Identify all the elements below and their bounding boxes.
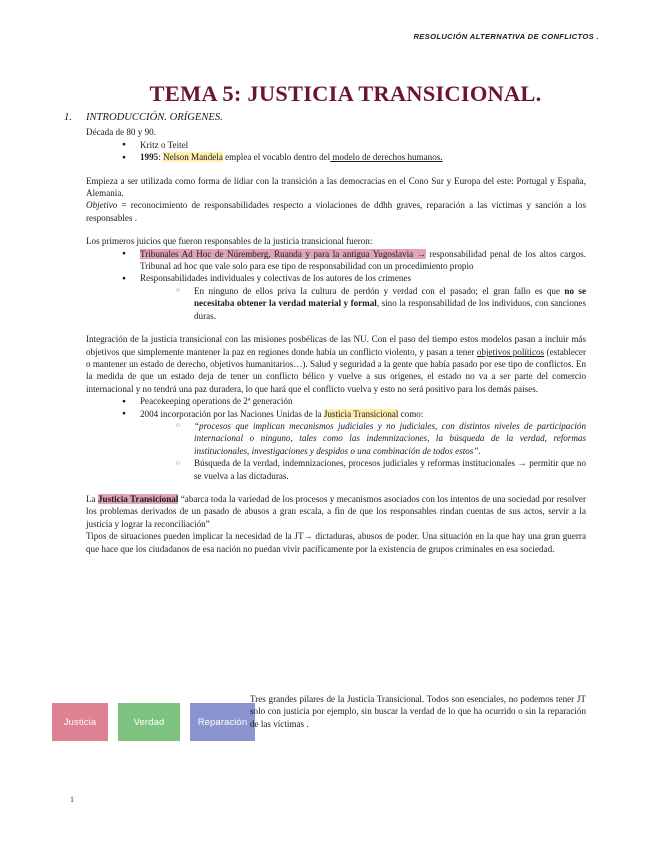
pillar-verdad-label: Verdad — [133, 716, 165, 728]
underline-objetivos-politicos: objetivos políticos — [476, 346, 545, 357]
list-item-1995 — [122, 151, 586, 163]
paragraph-decada: Década de 80 y 90. — [86, 127, 156, 138]
paragraph-integracion — [86, 333, 586, 395]
highlight-justicia-transicional-definicion: Justicia Transicional — [97, 493, 179, 504]
text-1995-mid: emplea el vocablo dentro del — [222, 152, 331, 163]
list-item-responsabilidades — [122, 272, 586, 322]
pillar-reparacion-label: Reparación — [197, 716, 248, 728]
highlight-nelson-mandela: Nelson Mandela — [163, 152, 223, 163]
page-title: TEMA 5: JUSTICIA TRANSICIONAL. — [149, 81, 542, 107]
highlight-justicia-transicional: Justicia Transicional — [323, 408, 399, 419]
pillar-verdad — [118, 703, 180, 741]
objetivo-text: = reconocimiento de responsabilidades respecto a violaciones de ddhh graves, reparación a las víctimas y sanción a los responsables . — [86, 200, 586, 223]
highlight-tribunales-ad-hoc: Tribunales Ad Hoc de Núremberg, Ruanda y para la antigua Yugoslavia → — [140, 248, 426, 259]
pillars-group — [52, 703, 255, 741]
sublist-2004 — [140, 420, 586, 482]
running-head: RESOLUCIÓN ALTERNATIVA DE CONFLICTOS . — [413, 32, 599, 41]
underline-modelo-derechos-humanos: modelo de derechos humanos. — [330, 152, 443, 163]
pillar-reparacion — [190, 703, 255, 741]
list-item-2004 — [122, 408, 586, 482]
integracion-text-a: Integración de la justicia transicional con las misiones posbélicas de las NU. Con el paso del tiempo estos modelos pasan a incluir más objetivos que simplemente mantener la paz en regiones donde había un conflicto violento, y pasan a tener — [86, 334, 586, 357]
bold-verdad-material-formal: no se necesitaba obtener la verdad material y formal — [194, 285, 586, 309]
ninguno-text-b: , sino la responsabilidad de los individuos, con sanciones duras. — [194, 298, 586, 321]
section-heading — [64, 112, 586, 124]
list-item-kritz — [122, 139, 586, 151]
sublist-item-busqueda: ○ Búsqueda de la verdad, indemnizaciones, procesos judiciales y reformas institucionales → permitir que no se vuelva a las dictaduras. — [176, 457, 586, 482]
list-item-peacekeeping — [122, 395, 586, 407]
integracion-text-b: (establecer o mantener un estado de derecho, objetivos humanitarios…). Salud y seguridad a la gente que había pasado por ese tipo de conflictos. En la medida de que un estado deja de tener un conflicto bélico y vuelve a sus orígenes, el estado no va a ser parte del comercio internacional y no tendrá una paz duradera, lo que hará que el conflicto vuelva y esto no será positivo para los demás países. — [86, 346, 586, 394]
paragraph-empieza: Empieza a ser utilizada como forma de lidiar con la transición a las democracias en el Cono Sur y Europa del este: Portugal y España, Alemania. — [86, 175, 586, 199]
kritz-text: Kritz o Teitel — [140, 139, 189, 150]
la-jt-text-b: “abarca toda la variedad de los procesos y mecanismos asociados con los intentos de una sociedad por resolver los problemas derivados de un pasado de abusos a gran escala, a fin de que los responsables rindan cuentas de sus actos, servir a la justicia y lograr la reconciliación” — [86, 493, 586, 529]
sublist-responsabilidades — [140, 285, 586, 322]
page-number: 1 — [70, 795, 74, 804]
paragraph-primeros-juicios: Los primeros juicios que fueron responsables de la justicia transicional fueron: — [86, 236, 373, 247]
pillars-description: Tres grandes pilares de la Justicia Transicional. Todos son esenciales, no podemos tener JT solo con justicia por ejemplo, sin buscar la verdad de lo que ha ocurrido o sin la reparación de las víctimas . — [250, 694, 586, 729]
list-juicios — [86, 248, 586, 322]
text-2004-a: 2004 incorporación por las Naciones Unidas de la — [140, 408, 324, 419]
list-peacekeeping — [86, 395, 586, 482]
section-number: 1. — [64, 112, 72, 123]
ninguno-text-a: En ninguno de ellos priva la cultura de perdón y verdad con el pasado; el gran fallo es que — [194, 285, 565, 296]
paragraph-objetivo — [86, 199, 586, 224]
document-body — [64, 112, 586, 555]
la-jt-text-a: La — [86, 493, 98, 504]
sublist-item-ninguno — [176, 285, 586, 322]
responsabilidades-text: Responsabilidades individuales y colectivas de los autores de los crímenes — [140, 273, 411, 284]
text-2004-b: como: — [398, 408, 424, 419]
paragraph-la-jt — [86, 493, 586, 530]
objetivo-label: Objetivo — [86, 200, 118, 211]
year-1995: 1995 — [140, 152, 159, 163]
tribunales-rest: responsabilidad penal de los altos cargos. Tribunal ad hoc que vale solo para ese tipo de responsabilidad con un procedimiento propio — [140, 248, 586, 272]
list-item-tribunales — [122, 248, 586, 273]
list-origins — [86, 139, 586, 164]
pillar-justicia — [52, 703, 108, 741]
section-heading-label: INTRODUCCIÓN. ORÍGENES. — [86, 112, 223, 123]
sep-1995: : — [158, 152, 163, 163]
paragraph-tipos: Tipos de situaciones pueden implicar la necesidad de la JT→ dictaduras, abusos de poder. Una situación en la que hay una gran guerra que hace que los ciudadanos de esa nación no puedan vivir pacíficamente por la existencia de grupos criminales en esa sociedad. — [86, 531, 586, 554]
sublist-item-quote-procesos: ○ “procesos que implican mecanismos judiciales y no judiciales, con distintos niveles de participación internacional o ninguno, tales como las indemnizaciones, la búsqueda de la verdad, reformas institucionales, investigaciones y despidos o una combinación de todos estos”. — [176, 420, 586, 457]
peacekeeping-text: Peacekeeping operations de 2ª generación — [140, 396, 293, 407]
pillar-justicia-label: Justicia — [63, 716, 97, 728]
